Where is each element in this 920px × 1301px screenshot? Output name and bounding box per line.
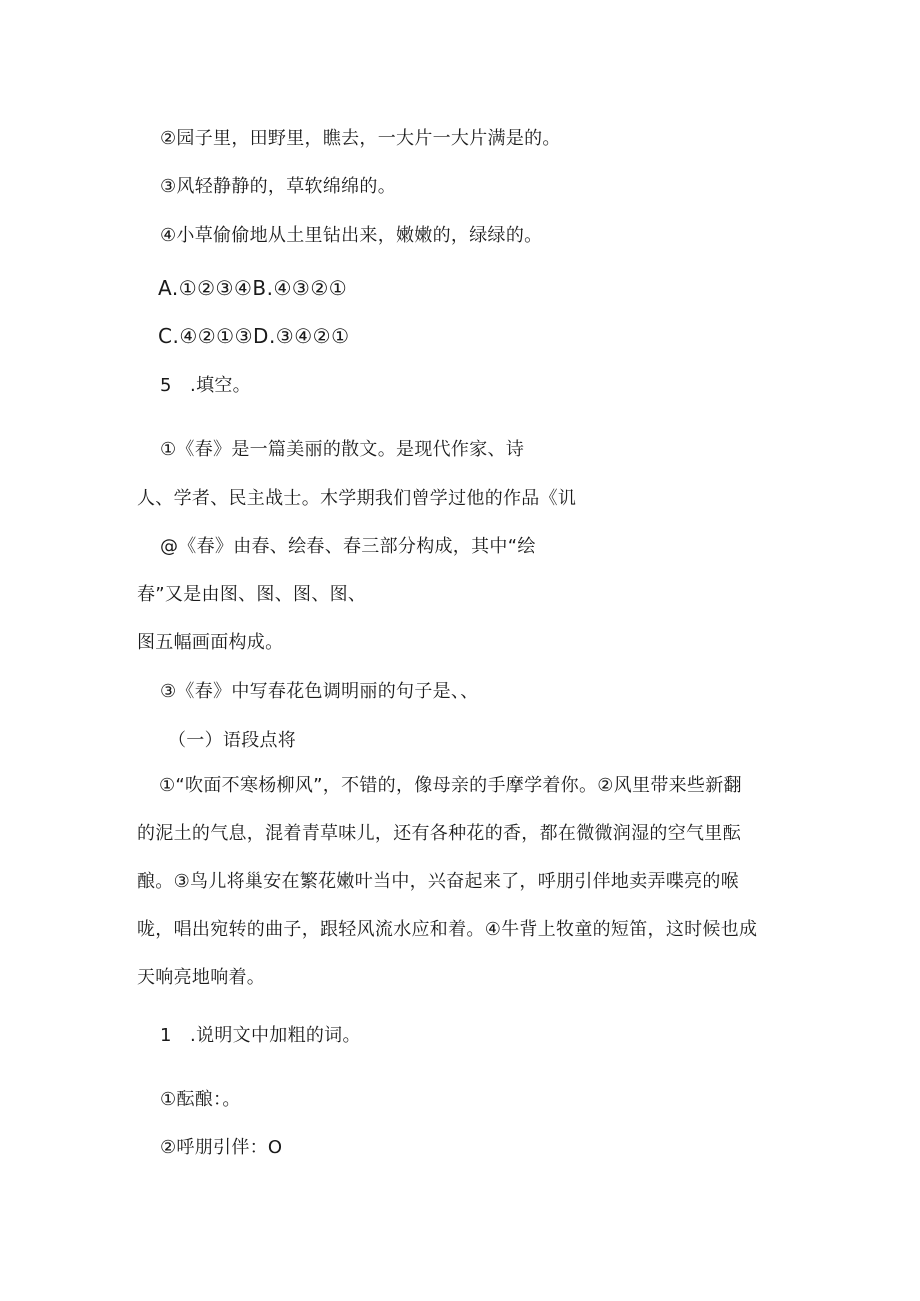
question4-item-4: ④小草偷偷地从土里钻出来，嫩嫩的，绿绿的。 <box>160 225 543 246</box>
question1-heading: 1 .说明文中加粗的词。 <box>160 1025 361 1046</box>
section-heading: （一）语段点将 <box>168 730 297 751</box>
passage-paragraph <box>137 774 787 1014</box>
question5-line-2: 人、学者、民主战士。木学期我们曾学过他的作品《讥 <box>137 488 577 509</box>
passage-line-1: ①“吹面不寒杨柳风”，不错的，像母亲的手摩学着你。②风里带来些新翻 <box>159 775 742 796</box>
passage-line-2: 的泥土的气息，混着青草味儿，还有各种花的香，都在微微润湿的空气里酝 <box>137 823 741 844</box>
question4-item-3: ③风轻静静的，草软绵绵的。 <box>160 176 397 197</box>
question4-item-2: ②园子里，田野里，瞧去，一大片一大片满是的。 <box>160 128 561 149</box>
passage-line-3: 酿。③鸟儿将巢安在繁花嫩叶当中，兴奋起来了，呼朋引伴地卖弄喋亮的喉 <box>137 871 740 892</box>
question5-line-3: @《春》由春、绘春、春三部分构成，其中“绘 <box>160 536 536 557</box>
question1-item-2: ②呼朋引伴：O <box>160 1137 283 1158</box>
passage-line-5: 天响亮地响着。 <box>137 967 266 988</box>
question5-line-4: 春”又是由图、图、图、图、 <box>137 584 367 605</box>
question5-heading: 5 .填空。 <box>160 375 251 396</box>
question5-line-6: ③《春》中写春花色调明丽的句子是、、 <box>160 681 479 702</box>
question5-line-1: ①《春》是一篇美丽的散文。是现代作家、诗 <box>160 439 525 460</box>
question4-options-cd: C.④②①③D.③④②① <box>158 324 350 348</box>
question5-line-5: 图五幅画面构成。 <box>137 632 284 653</box>
passage-line-4: 咙，唱出宛转的曲子，跟轻风流水应和着。④牛背上牧童的短笛，这时候也成 <box>137 919 758 940</box>
question4-options-ab: A.①②③④B.④③②① <box>158 276 348 300</box>
question1-item-1: ①酝酿：。 <box>160 1089 241 1110</box>
